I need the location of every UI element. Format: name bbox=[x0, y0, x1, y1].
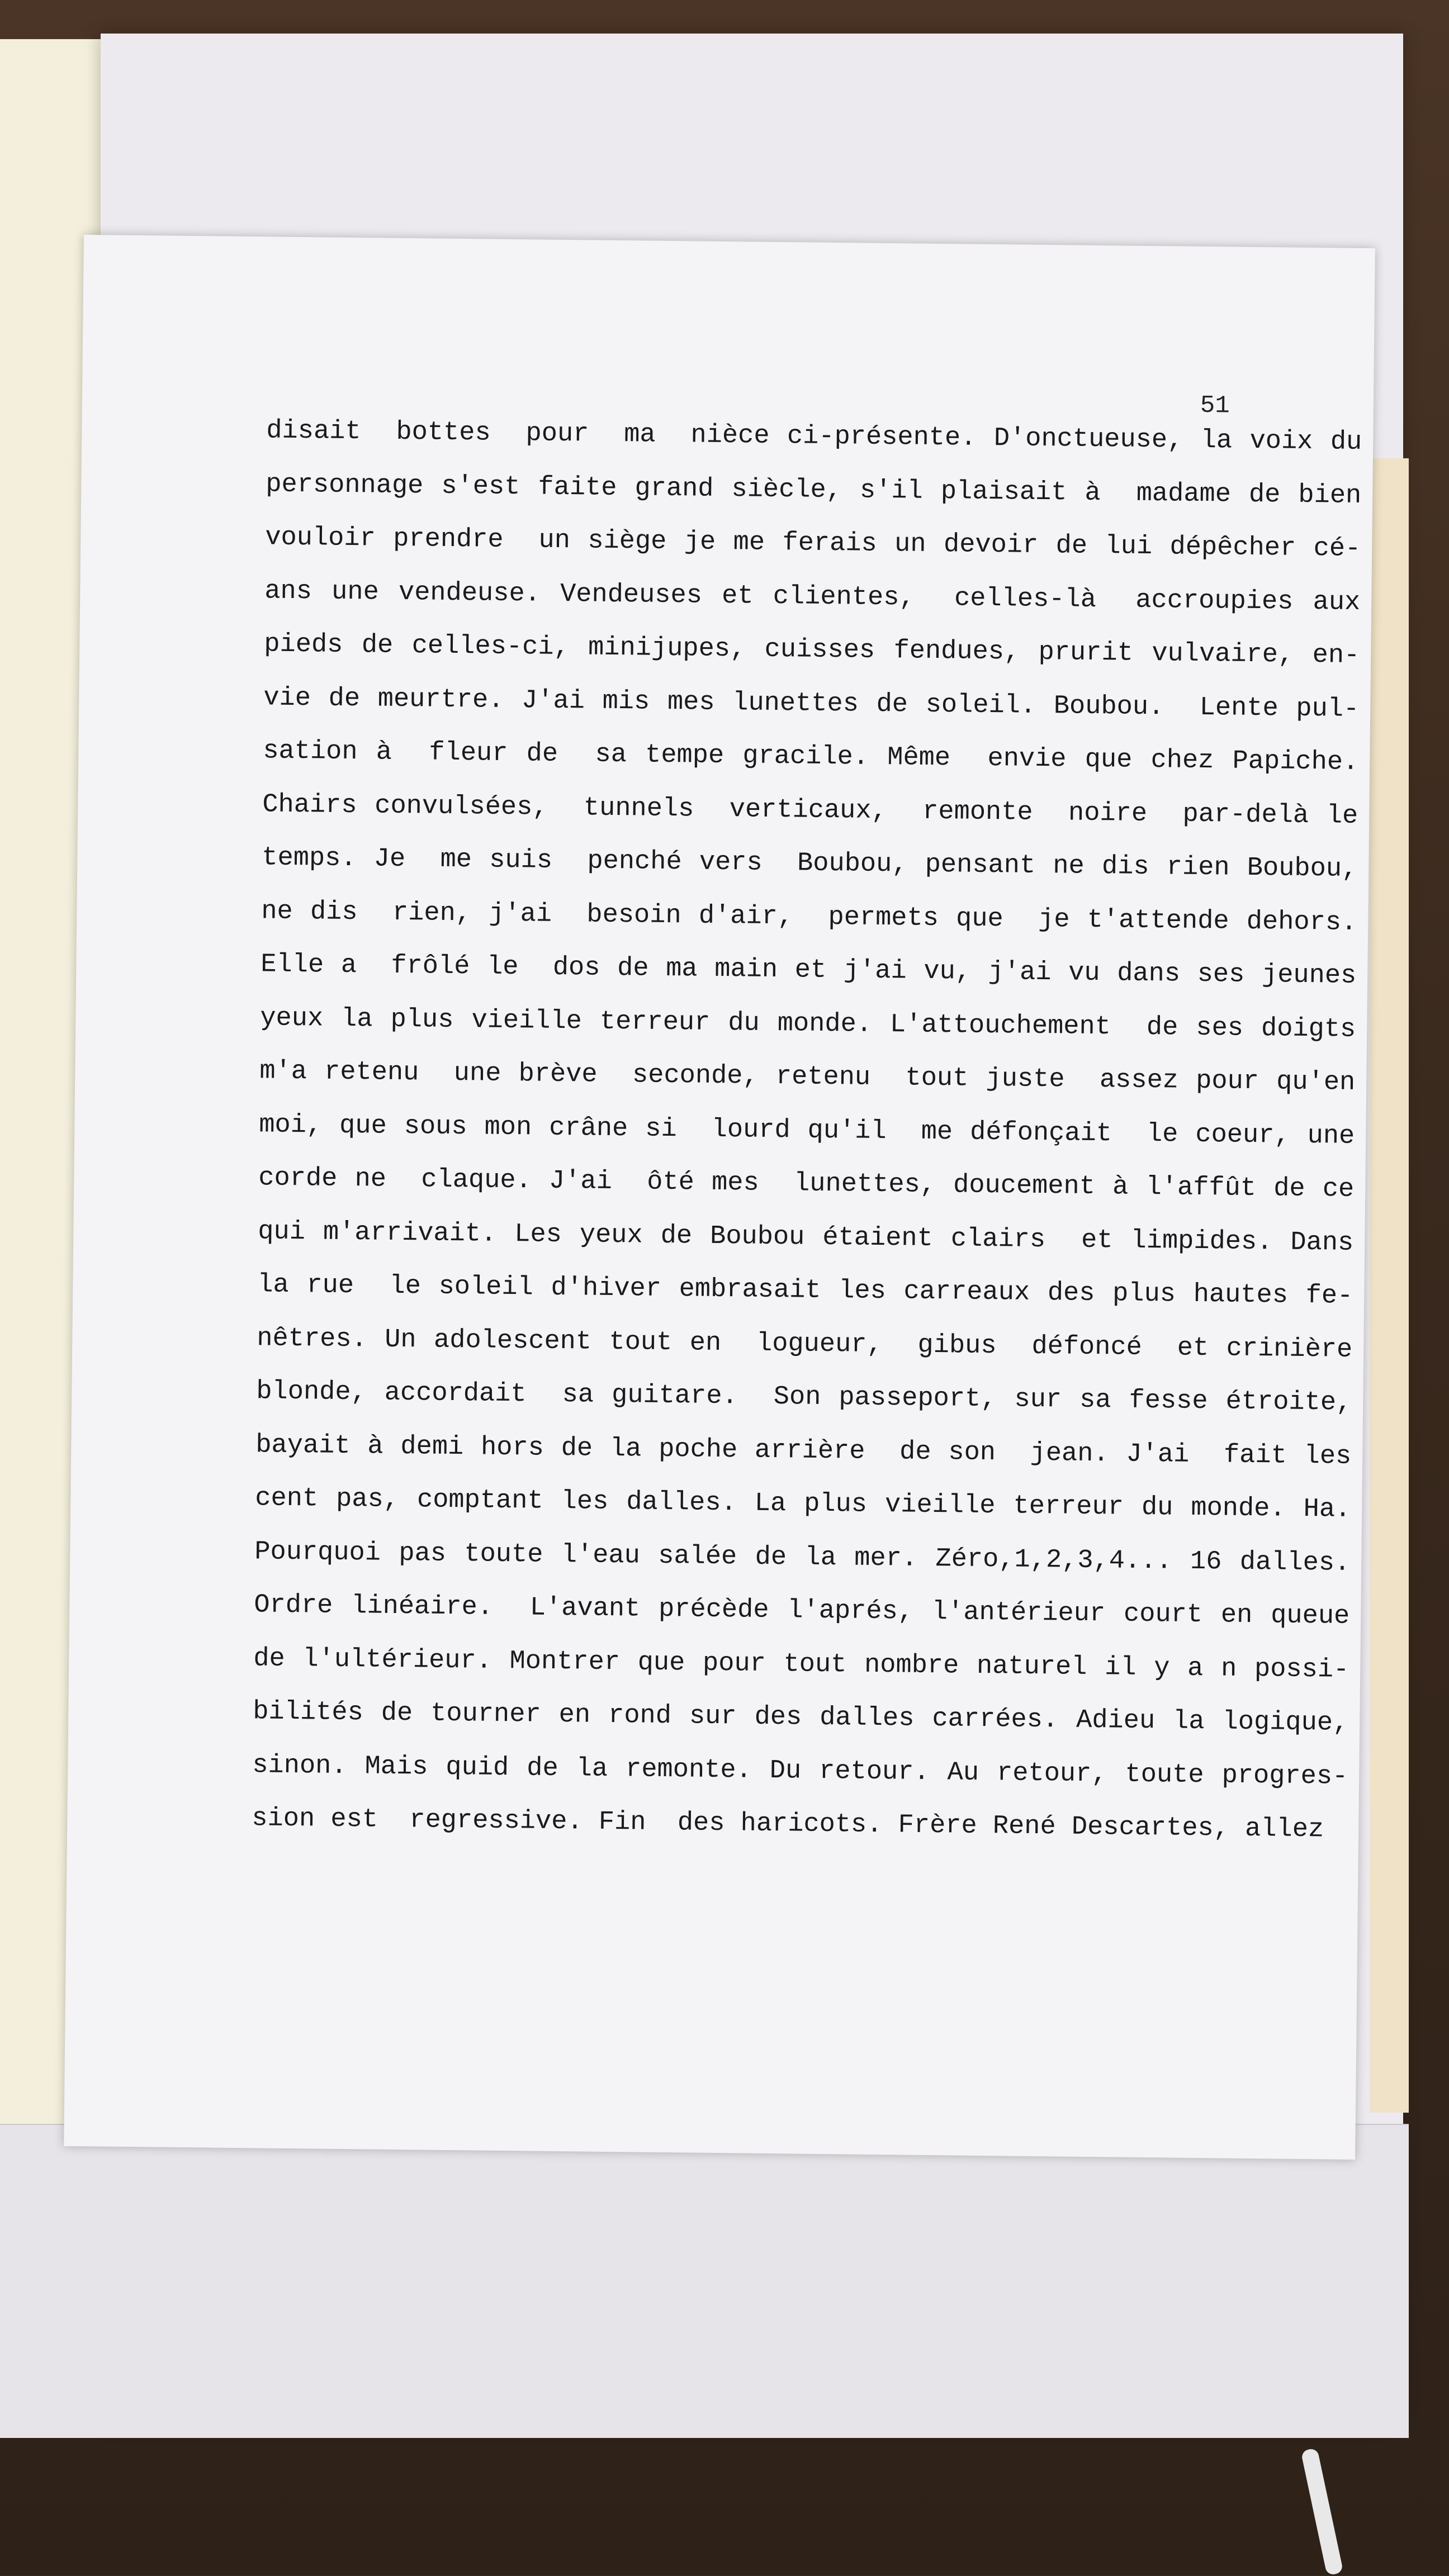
text-line: vouloir prendre un siège je me ferais un devoir de lui dépêcher cé- bbox=[265, 523, 1361, 564]
text-line: personnage s'est faite grand siècle, s'il plaisait à madame de bien bbox=[266, 469, 1362, 511]
text-line: nêtres. Un adolescent tout en logueur, gibus défoncé et crinière bbox=[257, 1323, 1353, 1365]
page-number: 51 bbox=[1200, 391, 1230, 420]
text-line: Chairs convulsées, tunnels verticaux, remonte noire par-delà le bbox=[262, 789, 1358, 831]
text-line: temps. Je me suis penché vers Boubou, pensant ne dis rien Boubou, bbox=[262, 843, 1358, 884]
text-line: disait bottes pour ma nièce ci-présente. D'onctueuse, la voix du bbox=[266, 416, 1362, 457]
text-line: sation à fleur de sa tempe gracile. Même envie que chez Papiche. bbox=[263, 736, 1359, 777]
typewritten-page bbox=[64, 235, 1375, 2160]
text-line: sinon. Mais quid de la remonte. Du retour. Au retour, toute progres- bbox=[252, 1750, 1348, 1792]
text-line: la rue le soleil d'hiver embrasait les carreaux des plus hautes fe- bbox=[257, 1270, 1353, 1311]
text-line: ans une vendeuse. Vendeuses et clientes, celles-là accroupies aux bbox=[264, 576, 1361, 618]
carrier-sheet bbox=[0, 2124, 1409, 2438]
text-line: blonde, accordait sa guitare. Son passeport, sur sa fesse étroite, bbox=[256, 1377, 1352, 1418]
text-line: cent pas, comptant les dalles. La plus vieille terreur du monde. Ha. bbox=[255, 1483, 1351, 1525]
text-line: ne dis rien, j'ai besoin d'air, permets que je t'attende dehors. bbox=[261, 896, 1357, 938]
text-line: Ordre linéaire. L'avant précède l'aprés, l'antérieur court en queue bbox=[254, 1590, 1350, 1631]
text-line: moi, que sous mon crâne si lourd qu'il me défonçait le coeur, une bbox=[259, 1109, 1355, 1151]
text-line: bayait à demi hors de la poche arrière de son jean. J'ai fait les bbox=[255, 1430, 1352, 1472]
page-edge bbox=[1370, 458, 1409, 2113]
text-line: corde ne claque. J'ai ôté mes lunettes, doucement à l'affût de ce bbox=[258, 1163, 1355, 1204]
text-line: qui m'arrivait. Les yeux de Boubou étaient clairs et limpides. Dans bbox=[258, 1216, 1354, 1258]
text-line: bilités de tourner en rond sur des dalles carrées. Adieu la logique, bbox=[253, 1697, 1349, 1738]
text-line: de l'ultérieur. Montrer que pour tout nombre naturel il y a n possi- bbox=[253, 1643, 1349, 1685]
text-line: Elle a frôlé le dos de ma main et j'ai vu, j'ai vu dans ses jeunes bbox=[261, 950, 1357, 991]
text-line: sion est regressive. Fin des haricots. Frère René Descartes, allez bbox=[252, 1804, 1324, 1845]
text-line: vie de meurtre. J'ai mis mes lunettes de soleil. Boubou. Lente pul- bbox=[263, 682, 1360, 724]
text-line: m'a retenu une brève seconde, retenu tout juste assez pour qu'en bbox=[259, 1056, 1356, 1098]
text-line: yeux la plus vieille terreur du monde. L'attouchement de ses doigts bbox=[260, 1003, 1356, 1045]
text-line: Pourquoi pas toute l'eau salée de la mer. Zéro,1,2,3,4... 16 dalles. bbox=[254, 1536, 1351, 1578]
text-line: pieds de celles-ci, minijupes, cuisses fendues, prurit vulvaire, en- bbox=[264, 629, 1360, 671]
page-text bbox=[252, 404, 1362, 1857]
